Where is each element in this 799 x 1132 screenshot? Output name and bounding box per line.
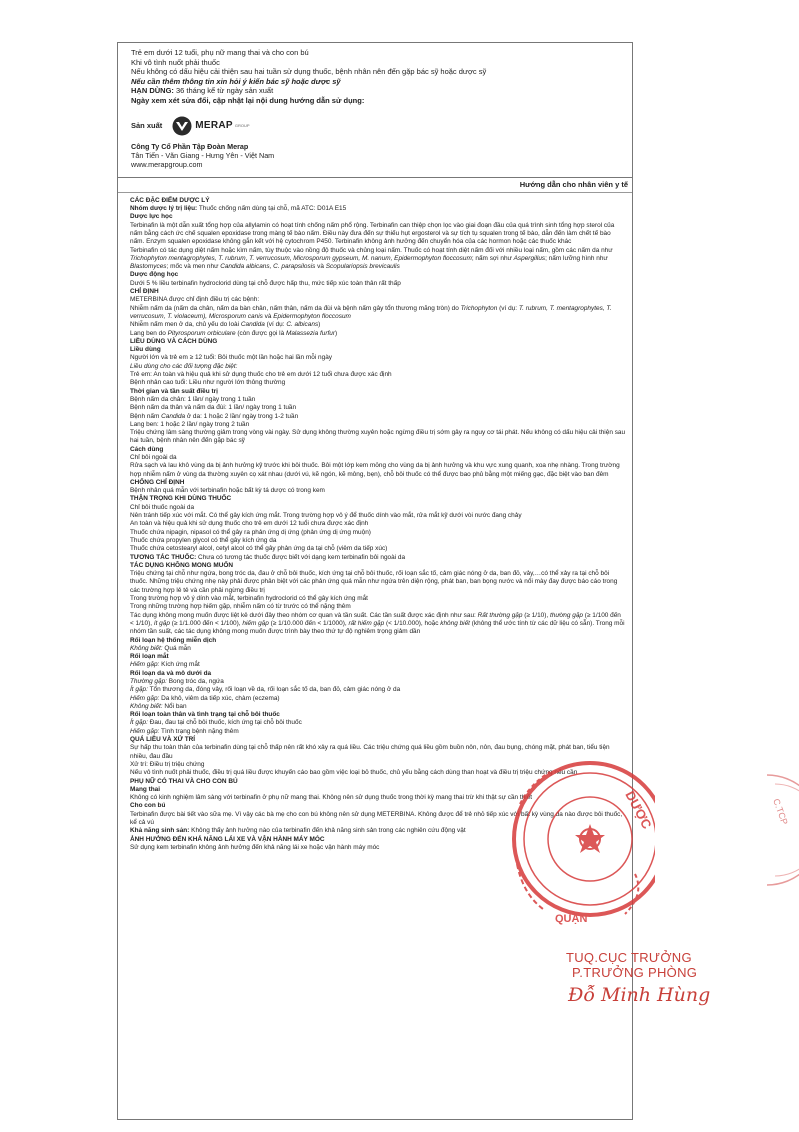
paragraph: Bệnh nấm da thân và nấm da đùi: 1 lần/ ngày trong 1 tuần	[130, 404, 297, 412]
paragraph: An toàn và hiệu quả khi sử dụng thuốc cho trẻ em dưới 12 tuổi chưa được xác định	[130, 520, 369, 528]
signature-block	[566, 950, 746, 1006]
subheading: Dược động học	[130, 271, 179, 279]
paragraph: Sự hấp thu toàn thân của terbinafin dùng tại chỗ thấp nên rất khó xảy ra quá liều. Các triệu chứng quá liều gồm buồn nôn, nôn, đau bụng, chóng mặt, phát ban, tiểu tiện nhiều, đau đầu	[130, 744, 610, 760]
paragraph: Tác dụng không mong muốn được liệt kê dưới đây theo nhóm cơ quan và tần suất. Các tần suất được xác định như sau: Rất thường gặp (≥ 1/10), thường gặp (≥ 1/100 đến < 1/10), ít gặp (≥ 1/1.000 đến < 1/100), hiếm gặp (≥ 1/10.000 đến < 1/1000), rất hiếm gặp (< 1/10.000), hoặc không biết (không thể ước tính từ các dữ liệu có sẵn). Trong mỗi nhóm tần suất, các tác dụng không mong muốn được trình bày theo thứ tự độ nghiêm trọng giảm dần	[130, 611, 625, 636]
paragraph: Nhiễm nấm men ở da, chủ yếu do loài Candida (ví dụ: C. albicans)	[130, 321, 321, 329]
paragraph: Liều dùng cho các đối tượng đặc biệt:	[130, 362, 238, 370]
stamp-bottom-text: QUẬN	[555, 913, 588, 925]
stamp-ring-text: DƯỢC	[622, 788, 655, 832]
subheading: Cho con bú	[130, 802, 166, 810]
paragraph: Bệnh nhân cao tuổi: Liều như người lớn thông thường	[130, 379, 286, 387]
paragraph: Trong những trường hợp hiếm gặp, nhiễm nấm có từ trước có thể nặng thêm	[130, 603, 351, 611]
paragraph: Nên tránh tiếp xúc với mắt. Có thể gây kích ứng mắt. Trong trường hợp vô ý để thuốc dính vào mắt, rửa mắt kỹ dưới vòi nước đang chảy	[130, 512, 522, 520]
subheading: Rối loạn mắt	[130, 653, 169, 661]
paragraph: Rửa sạch và lau khô vùng da bị ảnh hưởng kỹ trước khi bôi thuốc. Bôi một lớp kem mỏng cho vùng da bị ảnh hưởng và khu vực xung quanh, xoa nhẹ nhàng. Trong trường hợp nhiễm nấm ở vùng da thường xuyên cọ xát nhau (dưới vú, kẽ ngón, kẽ mông, bẹn), chỗ bôi thuốc có thể được bao phủ bằng một miếng gạc, đặc biệt vào ban đêm	[130, 462, 620, 478]
paragraph: Nhóm dược lý trị liệu: Thuốc chống nấm dùng tại chỗ, mã ATC: D01A E15	[130, 205, 347, 213]
paragraph: TƯƠNG TÁC THUỐC: Chưa có tương tác thuốc được biết với dạng kem terbinafin bôi ngoài da	[130, 553, 406, 561]
brand-name: MERAP	[195, 119, 233, 131]
warning-line: Trẻ em dưới 12 tuổi, phụ nữ mang thai và cho con bú	[131, 48, 309, 57]
paragraph: Ít gặp: Tổn thương da, đóng vảy, rối loạn về da, rối loạn sắc tố da, ban đỏ, cảm giác nóng ở da	[130, 686, 401, 694]
official-stamp	[495, 744, 655, 944]
paragraph: Không biết: Quá mẫn	[130, 644, 191, 652]
subheading: Thời gian và tần suất điều trị	[130, 387, 218, 395]
signature-name: Đỗ Minh Hùng	[568, 984, 711, 1006]
paragraph: Xử trí: Điều trị triệu chứng	[130, 760, 205, 768]
paragraph: Sử dụng kem terbinafin không ảnh hưởng đến khả năng lái xe hoặc vận hành máy móc	[130, 843, 380, 851]
paragraph: Trẻ em: An toàn và hiệu quả khi sử dụng thuốc cho trẻ em dưới 12 tuổi chưa được xác định	[130, 371, 392, 379]
paragraph: Thuốc chứa nipagin, nipasol có thể gây ra phản ứng dị ứng (phản ứng dị ứng muộn)	[130, 528, 371, 536]
company-address: Tân Tiến - Văn Giang - Hưng Yên - Việt Nam	[131, 150, 275, 160]
edge-stamp-text: C.TCP	[771, 797, 790, 827]
paragraph: Không biết: Nổi ban	[130, 702, 187, 710]
subheading: Rối loạn toàn thân và tình trạng tại chỗ bôi thuốc	[130, 711, 280, 719]
heading: ẢNH HƯỞNG ĐẾN KHẢ NĂNG LÁI XE VÀ VẬN HÀNH MÁY MÓC	[130, 835, 325, 843]
paragraph: Thuốc chứa propylen glycol có thể gây kích ứng da	[130, 536, 277, 544]
leaflet-frame	[117, 42, 633, 1120]
signature-title-2: P.TRƯỞNG PHÒNG	[572, 965, 698, 980]
heading: TÁC DỤNG KHÔNG MONG MUỐN	[130, 561, 233, 569]
advice-line: Nếu cần thêm thông tin xin hỏi ý kiến bác sỹ hoặc dược sỹ	[131, 76, 341, 86]
subheading: Liều dùng	[130, 346, 161, 354]
paragraph: Hiếm gặp: Kích ứng mắt	[130, 661, 200, 669]
expiry-line: HẠN DÙNG: 36 tháng kể từ ngày sản xuất	[131, 86, 274, 96]
paragraph: Thuốc chứa cetostearyl alcol, cetyl alcol có thể gây phản ứng da tại chỗ (viêm da tiếp xúc)	[130, 545, 388, 553]
paragraph: Triệu chứng lâm sàng thường giảm trong vòng vài ngày. Sử dụng không thường xuyên hoặc ngừng điều trị sớm gây ra nguy cơ tái phát. Nếu không có dấu hiệu cải thiện sau hai tuần, bệnh nhân nên đến gặp bác sỹ	[130, 429, 626, 445]
warning-line: Khi vô tình nuốt phải thuốc	[131, 57, 220, 67]
heading: QUÁ LIỀU VÀ XỬ TRÍ	[130, 736, 196, 744]
company-info	[131, 142, 632, 170]
heading: CHỐNG CHỈ ĐỊNH	[130, 478, 185, 486]
warning-line: Nếu không có dấu hiệu cải thiện sau hai tuần sử dụng thuốc, bệnh nhân nên đến gặp bác sỹ hoặc dược sỹ	[131, 67, 487, 77]
paragraph: Chỉ bôi ngoài da	[130, 453, 177, 461]
paragraph: Chỉ bôi thuốc ngoài da	[130, 503, 195, 511]
paragraph: Khả năng sinh sản: Không thấy ảnh hưởng nào của terbinafin đến khả năng sinh sản trong các nghiên cứu động vật	[130, 827, 466, 835]
heading: CHỈ ĐỊNH	[130, 288, 159, 296]
paragraph: Không có kinh nghiệm lâm sàng với terbinafin ở phụ nữ mang thai. Không nên sử dụng thuốc trong thời kỳ mang thai trừ khi thật sự cần thiết	[130, 794, 533, 802]
paragraph: Bệnh nấm da chân: 1 lần/ ngày trong 1 tuần	[130, 395, 256, 403]
paragraph: Terbinafin là một dẫn xuất tổng hợp của allylamin có hoạt tính chống nấm phổ rộng. Terbinafin can thiệp chọn lọc vào giai đoạn đầu của quá trình sinh tổng hợp sterol của nấm bằng cách ức chế squalen epoxidase trong màng tế bào nấm. Điều này đưa đến sự thiếu hụt ergosterol và sự tích tụ squalen trong tế bào, dẫn đến làm chết tế bào nấm. Enzym squalen epoxidase không gắn kết với hệ cytochrom P450. Terbinafin không ảnh hưởng đến chuyển hóa của các hormon hoặc các thuốc khác	[130, 221, 615, 246]
section-title: Hướng dẫn cho nhân viên y tế	[519, 179, 628, 189]
paragraph: Thường gặp: Bong tróc da, ngứa	[130, 678, 224, 685]
paragraph: Bệnh nhân quá mẫn với terbinafin hoặc bất kỳ tá dược có trong kem	[130, 487, 325, 495]
paragraph: Ít gặp: Đau, đau tại chỗ bôi thuốc, kích ứng tại chỗ bôi thuốc	[130, 719, 302, 727]
paragraph: Triệu chứng tại chỗ như ngứa, bong tróc da, đau ở chỗ bôi thuốc, kích ứng tại chỗ bôi thuốc, rối loạn sắc tố, cảm giác nóng ở da, ban đỏ, vảy,…có thể xảy ra tại chỗ bôi thuốc. Những triệu chứng nhẹ này phải được phân biệt với các phản ứng quá mẫn như ngứa trên diện rộng, phát ban, ban bọng nước và nổi mày đay được báo cáo trong các trường hợp lẻ tẻ và cần phải ngừng điều trị	[130, 570, 618, 594]
paragraph: Hiếm gặp: Tình trạng bệnh nặng thêm	[130, 727, 239, 735]
paragraph: Người lớn và trẻ em ≥ 12 tuổi: Bôi thuốc một lần hoặc hai lần mỗi ngày	[130, 354, 333, 362]
paragraph: Lang ben do Pityrosporum orbiculare (còn được gọi là Malassezia furfur)	[130, 329, 338, 337]
heading: CÁC ĐẶC ĐIỂM DƯỢC LÝ	[130, 196, 210, 204]
paragraph: Nhiễm nấm da (nấm da chân, nấm da bàn chân, nấm thân, nấm da đùi và bệnh nấm gây tổn thương măng tròn) do Trichophyton (ví dụ: T. rubrum, T. mentagrophytes, T. verrucosum, T. violaceum), Microsporum canis và Epidermophyton floccosum	[130, 304, 612, 320]
company-name: Công Ty Cổ Phần Tập Đoàn Merap	[131, 141, 249, 151]
subheading: Dược lực học	[130, 213, 173, 221]
signature-title-1: TUQ.CỤC TRƯỞNG	[566, 950, 692, 965]
heading: THẬN TRỌNG KHI DÙNG THUỐC	[130, 495, 232, 503]
manufacturer-label: Sản xuất	[131, 120, 163, 130]
brand-group: GROUP	[234, 122, 250, 128]
paragraph: Nếu vô tình nuốt phải thuốc, điều trị quá liều được khuyến cáo bao gồm việc loại bỏ thuốc, chủ yếu bằng cách dùng than hoạt và điều trị triệu chứng nếu cần	[130, 769, 578, 777]
paragraph: Trong trường hợp vô ý dính vào mắt, terbinafin hydroclorid có thể gây kích ứng mắt	[130, 595, 368, 603]
heading: LIỀU DÙNG VÀ CÁCH DÙNG	[130, 337, 218, 345]
manufacturer-brand	[131, 116, 632, 136]
subheading: Rối loạn da và mô dưới da	[130, 669, 212, 677]
review-date-line: Ngày xem xét sửa đổi, cập nhật lại nội dung hướng dẫn sử dụng:	[131, 95, 365, 105]
subheading: Mang thai	[130, 785, 161, 793]
subheading: Cách dùng	[130, 445, 164, 453]
subheading: Rối loạn hệ thống miễn dịch	[130, 636, 217, 644]
paragraph: Lang ben: 1 hoặc 2 lần/ ngày trong 2 tuần	[130, 420, 250, 428]
paragraph: Dưới 5 % liều terbinafin hydroclorid dùng tại chỗ được hấp thu, mức tiếp xúc toàn thân rất thấp	[130, 279, 401, 287]
merap-logo-icon	[172, 116, 192, 136]
leaflet-top-section	[118, 43, 632, 170]
company-website: www.merapgroup.com	[131, 160, 203, 170]
paragraph: Bệnh nấm Candida ở da: 1 hoặc 2 lần/ ngày trong 1-2 tuần	[130, 412, 299, 420]
paragraph: Terbinafin có tác dụng diệt nấm hoặc kìm nấm, tùy thuộc vào nồng độ thuốc và chủng loại nấm. Thuốc có hoạt tính diệt nấm đối với nhiều loại nấm, gồm các nấm da như Trichophyton mentagrophytes, T. rubrum, T. verrucosum, Microsporum gypseum, M. nanum, Epidermophyton floccosum; nấm sợi như Aspergillus; nấm lưỡng hình như Blastomyces; mốc và men như Candida albicans, C. parapsilosis và Scopulariopsis brevicaulis	[130, 246, 613, 271]
paragraph: Hiếm gặp: Da khô, viêm da tiếp xúc, chàm (eczema)	[130, 694, 280, 702]
heading: PHỤ NỮ CÓ THAI VÀ CHO CON BÚ	[130, 777, 238, 785]
edge-stamp-fragment	[737, 770, 799, 890]
paragraph: Terbinafin được bài tiết vào sữa mẹ. Vì vậy các bà mẹ cho con bú không nên sử dụng METERBINA. Không được để trẻ nhỏ tiếp xúc với bất kỳ vùng da nào được bôi thuốc, kể cả vú	[130, 810, 623, 827]
paragraph: METERBINA được chỉ định điều trị các bệnh:	[130, 296, 260, 304]
